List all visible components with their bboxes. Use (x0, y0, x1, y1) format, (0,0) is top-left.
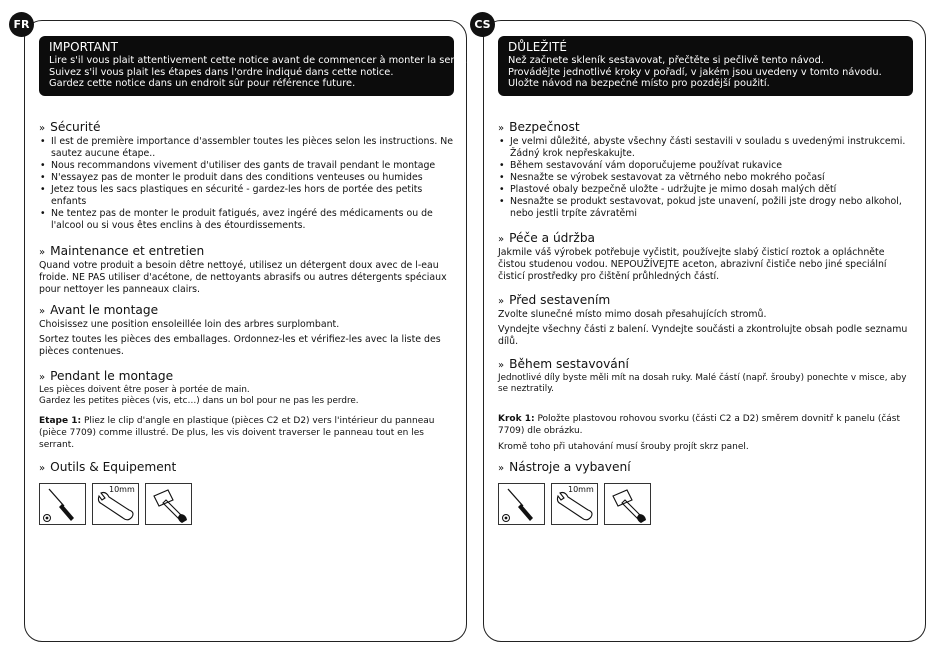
list-item: • Jetez tous les sacs plastiques en sécurité - gardez-les hors de portée des petits enfants (40, 184, 423, 207)
step-paragraph: Krok 1: Položte plastovou rohovou svorku (části C2 a D2) směrem dovnitř k panelu (část 7709) dle obrázku. (498, 414, 901, 436)
step-paragraph: Etape 1: Pliez le clip d'angle en plastique (pièces C2 et D2) vers l'intérieur du panneau (pièce 7709) comme illustré. De plus, les vis doivent traverser le panneau tout en les serrant. (39, 416, 435, 450)
paragraph: Jakmile váš výrobek potřebuje vyčistit, používejte slabý čisticí roztok a opláchněte čistou studenou vodou. NEPOUŽÍVEJTE aceton, abrazivní čističe nebo jiné speciální čisticí prostředky pro čištění průhledných částí. (498, 247, 887, 282)
section-nastroje (498, 460, 915, 525)
section-outils (39, 460, 456, 525)
section-heading: » Péče a údržba (498, 231, 596, 245)
section-bezpecnost (498, 120, 915, 220)
section-heading: » Sécurité (39, 120, 101, 134)
section-heading: » Maintenance et entretien (39, 244, 205, 258)
hammer-icon (146, 484, 193, 526)
section-heading: » Nástroje a vybavení (498, 460, 631, 474)
screwdriver-icon (40, 484, 87, 526)
important-line: Lire s'il vous plait attentivement cette notice avant de commencer à monter la serre. (49, 55, 468, 66)
important-line: Suivez s'il vous plait les étapes dans l'ordre indiqué dans cette notice. (49, 66, 394, 78)
section-heading: » Outils & Equipement (39, 460, 177, 474)
paragraph: Les pièces doivent être poser à portée de main. (39, 385, 250, 395)
safety-list (39, 136, 456, 232)
paragraph: Vyndejte všechny části z balení. Vyndejte součásti a zkontrolujte obsah podle seznamu dílů. (498, 324, 908, 347)
safety-list (498, 136, 915, 220)
panel-french (24, 20, 467, 642)
list-item: • N'essayez pas de monter le produit dans des conditions venteuses ou humides (40, 172, 423, 183)
section-heading: » Bezpečnost (498, 120, 580, 134)
important-box (39, 36, 468, 96)
step-label: Etape 1: (39, 416, 82, 426)
screwdriver-icon (499, 484, 546, 526)
paragraph: Sortez toutes les pièces des emballages. Ordonnez-les et vérifiez-les avec la liste des pièces contenues. (39, 334, 441, 357)
wrench-tool (92, 483, 139, 525)
section-pendant (39, 369, 456, 451)
hammer-tool (604, 483, 651, 525)
wrench-icon (93, 484, 140, 526)
wrench-size-label: 10mm (109, 485, 135, 494)
section-avant (39, 303, 456, 358)
list-item: • Il est de première importance d'assembler toutes les pièces selon les instructions. Ne sautez aucune étape.. (40, 136, 454, 159)
paragraph: Gardez les petites pièces (vis, etc…) dans un bol pour ne pas les perdre. (39, 396, 359, 406)
paragraph: Zvolte slunečné místo mimo dosah přesahujících stromů. (498, 309, 767, 320)
section-heading: » Během sestavování (498, 357, 629, 371)
panel-czech (483, 20, 926, 642)
wrench-icon (552, 484, 599, 526)
list-item: • Nous recommandons vivement d'utiliser des gants de travail pendant le montage (40, 160, 436, 171)
section-behem (498, 357, 915, 453)
list-item: • Nesnažte se produkt sestavovat, pokud jste unavení, požili jste drogy nebo alkohol, nebo jestli trpíte závratěmi (499, 196, 902, 219)
language-badge-cs: CS (470, 12, 495, 37)
section-heading: » Pendant le montage (39, 369, 174, 383)
section-securite (39, 120, 456, 232)
section-heading: » Avant le montage (39, 303, 159, 317)
section-pece (498, 231, 915, 283)
important-line: Gardez cette notice dans un endroit sûr pour référence future. (49, 78, 356, 90)
list-item: • Nesnažte se výrobek sestavovat za větrného nebo mokrého počasí (499, 172, 825, 183)
list-item: • Ne tentez pas de monter le produit fatigués, avez ingéré des médicaments ou de l'alcool ou si vous êtes enclins à des étourdissements. (40, 208, 433, 231)
screwdriver-tool (39, 483, 86, 525)
important-line: Než začnete skleník sestavovat, přečtěte si pečlivě tento návod. (508, 55, 824, 66)
paragraph: Jednotlivé díly byste měli mít na dosah ruky. Malé částí (např. šrouby) ponechte v misce, aby se neztratily. (498, 373, 907, 394)
paragraph: Quand votre produit a besoin dêtre nettoyé, utilisez un détergent doux avec de l-eau froide. NE PAS utiliser d'acétone, de nettoyants abrasifs ou autres détergents spéciaux pour nettoyer les panneaux clairs. (39, 260, 447, 295)
step-label: Krok 1: (498, 414, 535, 424)
wrench-tool (551, 483, 598, 525)
language-badge-fr: FR (9, 12, 34, 37)
important-box (498, 36, 913, 96)
list-item: • Plastové obaly bezpečně uložte - udržujte je mimo dosah malých dětí (499, 184, 837, 195)
screwdriver-tool (498, 483, 545, 525)
list-item: • Během sestavování vám doporučujeme používat rukavice (499, 160, 782, 171)
hammer-tool (145, 483, 192, 525)
paragraph: Kromě toho při utahování musí šrouby projít skrz panel. (498, 442, 749, 452)
list-item: • Je velmi důležité, abyste všechny části sestavili v souladu s uvedenými instrukcemi. Žádný krok nepřeskakujte. (499, 136, 906, 159)
tools-row (498, 483, 915, 525)
section-heading: » Před sestavením (498, 293, 611, 307)
important-title: DŮLEŽITÉ (508, 40, 567, 54)
wrench-size-label: 10mm (568, 485, 594, 494)
important-line: Uložte návod na bezpečné místo pro pozdější použití. (508, 78, 770, 90)
important-line: Provádějte jednotlivé kroky v pořadí, v jakém jsou uvedeny v tomto návodu. (508, 66, 882, 78)
important-title: IMPORTANT (49, 40, 118, 54)
hammer-icon (605, 484, 652, 526)
section-pred (498, 293, 915, 348)
paragraph: Choisissez une position ensoleillée loin des arbres surplombant. (39, 319, 340, 330)
section-maintenance (39, 244, 456, 296)
tools-row (39, 483, 456, 525)
